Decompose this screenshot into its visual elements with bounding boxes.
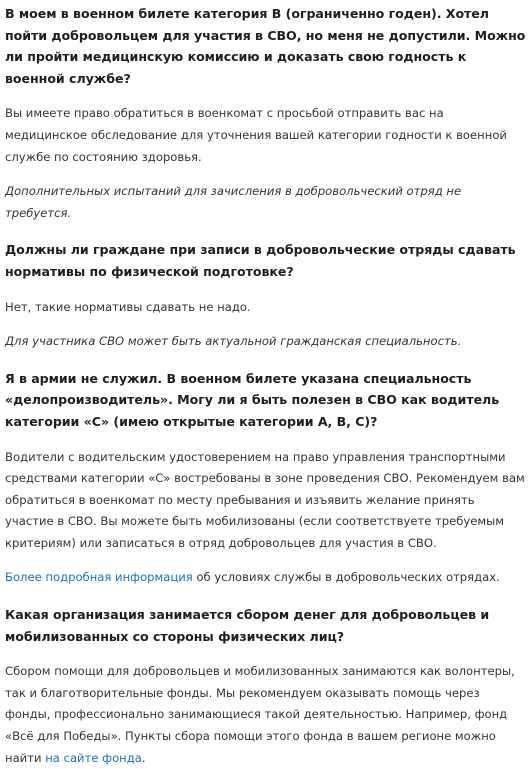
faq-answer: Водители с водительским удостоверением на право управления транспортными средствами категории «С» востребованы в зоне проведения СВО. Рекомендуем вам обратиться в военкомат по месту пребывания и изъявить желание принять участие в СВО. Вы можете быть мобилизованы (если соответствуете требуемым критериям) или записаться в отряд добровольцев для участия в СВО. [5,449,525,550]
more-info-text: об условиях службы в добровольческих отрядах. [192,570,500,585]
faq-item-medical-commission [5,3,526,224]
faq-answer: Вы имеете право обратиться в военкомат с просьбой отправить вас на медицинское обследование для уточнения вашей категории годности к военной службе по состоянию здоровья. [5,106,507,164]
faq-question: Я в армии не служил. В военном билете указана специальность «делопроизводитель». Могу ли я быть полезен в СВО как водитель категории «С» (имею открытые категории А, В, С)? [5,370,500,429]
fund-website-link[interactable]: на сайте фонда [45,750,142,765]
faq-answer-end: . [141,750,146,765]
faq-answer: Нет, такие нормативы сдавать не надо. [5,299,251,314]
faq-item-physical-standards [5,239,526,352]
faq-question: В моем в военном билете категория В (ограниченно годен). Хотел пойти добровольцем для участия в СВО, но меня не допустили. Можно ли пройти медицинскую комиссию и доказать свою годность к военной службе? [5,6,526,86]
faq-note: Дополнительных испытаний для зачисления в добровольческий отряд не требуется. [5,184,462,220]
faq-note: Для участника СВО может быть актуальной гражданская специальность. [5,334,462,349]
faq-answer [5,661,526,769]
more-info-link[interactable]: Более подробная информация [5,570,193,585]
faq-question: Какая организация занимается сбором денег для добровольцев и мобилизованных со стороны физических лиц? [5,607,490,644]
faq-question: Должны ли граждане при записи в добровольческие отряды сдавать нормативы по физической подготовке? [5,242,516,279]
faq-item-fundraising [5,604,526,769]
more-info-paragraph [5,567,526,589]
faq-answer-text: Сбором помощи для добровольцев и мобилизованных занимаются как волонтеры, так и благотворительные фонды. Мы рекомендуем оказывать помощь через фонды, профессионально занимающиеся такой деятельностью. Например, фонд «Всё для Победы». Пункты сбора помощи этого фонда в вашем регионе можно найти [5,664,515,765]
faq-item-driver-category-c [5,368,526,589]
faq-page [0,3,532,769]
